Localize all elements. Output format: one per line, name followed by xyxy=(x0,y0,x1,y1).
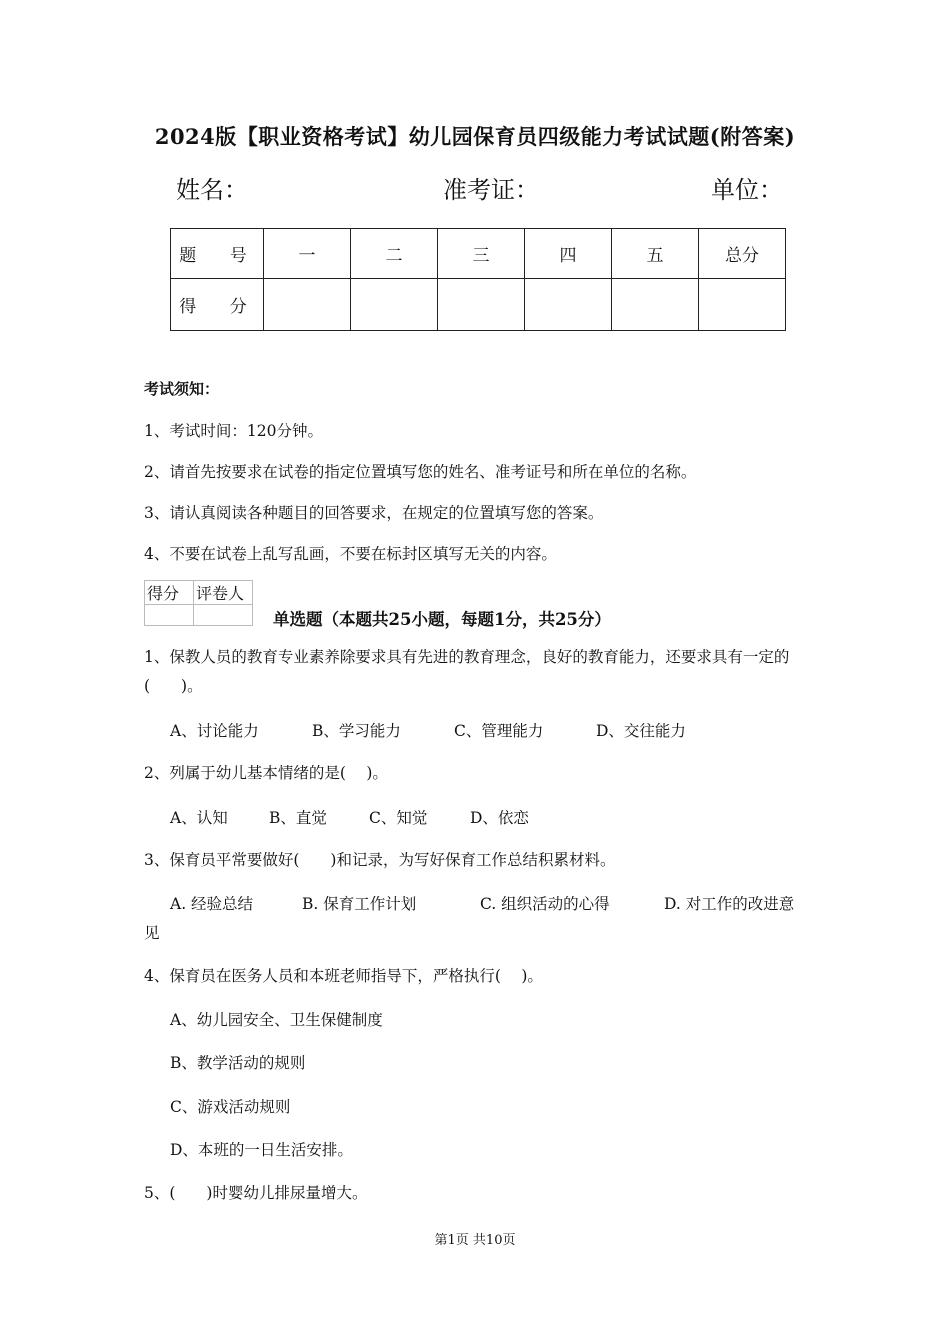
score-table-header-cell: 五 xyxy=(612,229,699,279)
question-option: C、管理能力 xyxy=(454,722,544,740)
question-option: C、知觉 xyxy=(369,809,428,827)
score-table xyxy=(170,228,786,331)
grader-score-label: 得分 xyxy=(145,581,194,605)
question-stem: 2、列属于幼儿基本情绪的是( )。 xyxy=(144,764,388,782)
name-label: 姓名： xyxy=(176,176,248,204)
grader-score-cell[interactable] xyxy=(145,605,194,626)
section-title: 单选题（本题共25小题，每题1分，共25分） xyxy=(273,610,611,629)
score-table-header-cell: 三 xyxy=(438,229,525,279)
page-footer: 第1页 共10页 xyxy=(434,1233,516,1248)
document-title: 2024版【职业资格考试】幼儿园保育员四级能力考试试题(附答案) xyxy=(154,124,796,149)
score-table-header-label: 题 号 xyxy=(171,229,264,279)
notice-item: 4、不要在试卷上乱写乱画，不要在标封区填写无关的内容。 xyxy=(144,545,557,563)
score-cell[interactable] xyxy=(264,279,351,331)
question-option: D、依恋 xyxy=(470,809,529,827)
question-stem: 3、保育员平常要做好( )和记录，为写好保育工作总结积累材料。 xyxy=(144,851,616,869)
question-option: B、教学活动的规则 xyxy=(170,1054,306,1072)
question-option: D. 对工作的改进意 xyxy=(664,895,795,913)
question-option: C、游戏活动规则 xyxy=(170,1098,291,1116)
grader-reviewer-label: 评卷人 xyxy=(194,581,253,605)
score-table-header-cell: 四 xyxy=(525,229,612,279)
question-stem: 4、保育员在医务人员和本班老师指导下，严格执行( )。 xyxy=(144,967,543,985)
score-table-header-cell: 一 xyxy=(264,229,351,279)
ticket-number-label: 准考证： xyxy=(443,176,539,204)
score-cell[interactable] xyxy=(612,279,699,331)
question-stem: 5、( )时婴幼儿排尿量增大。 xyxy=(144,1184,368,1202)
question-option: A、认知 xyxy=(170,809,228,827)
question-option-wrap: 见 xyxy=(144,924,160,942)
score-cell[interactable] xyxy=(699,279,786,331)
score-table-header-cell: 总分 xyxy=(699,229,786,279)
score-table-score-label: 得 分 xyxy=(171,279,264,331)
question-option: B. 保育工作计划 xyxy=(302,895,417,913)
grader-box xyxy=(144,580,253,626)
question-option: B、学习能力 xyxy=(312,722,401,740)
grader-reviewer-cell[interactable] xyxy=(194,605,253,626)
notice-item: 2、请首先按要求在试卷的指定位置填写您的姓名、准考证号和所在单位的名称。 xyxy=(144,463,697,481)
question-option: D、交往能力 xyxy=(596,722,686,740)
unit-label: 单位： xyxy=(711,176,783,204)
score-table-header-cell: 二 xyxy=(351,229,438,279)
question-option: B、直觉 xyxy=(269,809,327,827)
notice-item: 1、考试时间：120分钟。 xyxy=(144,422,323,440)
notice-item: 3、请认真阅读各种题目的回答要求，在规定的位置填写您的答案。 xyxy=(144,504,604,522)
score-table-header-row xyxy=(171,229,786,279)
score-cell[interactable] xyxy=(525,279,612,331)
question-option: A、幼儿园安全、卫生保健制度 xyxy=(170,1011,383,1029)
question-option: D、本班的一日生活安排。 xyxy=(170,1141,353,1159)
question-stem: 1、保教人员的教育专业素养除要求具有先进的教育理念，良好的教育能力，还要求具有一定的( )。 xyxy=(144,648,790,695)
question-option: C. 组织活动的心得 xyxy=(480,895,610,913)
score-table-score-row xyxy=(171,279,786,331)
question-option: A. 经验总结 xyxy=(170,895,254,913)
score-cell[interactable] xyxy=(351,279,438,331)
score-cell[interactable] xyxy=(438,279,525,331)
question-option: A、讨论能力 xyxy=(170,722,259,740)
notice-title: 考试须知： xyxy=(144,380,220,398)
